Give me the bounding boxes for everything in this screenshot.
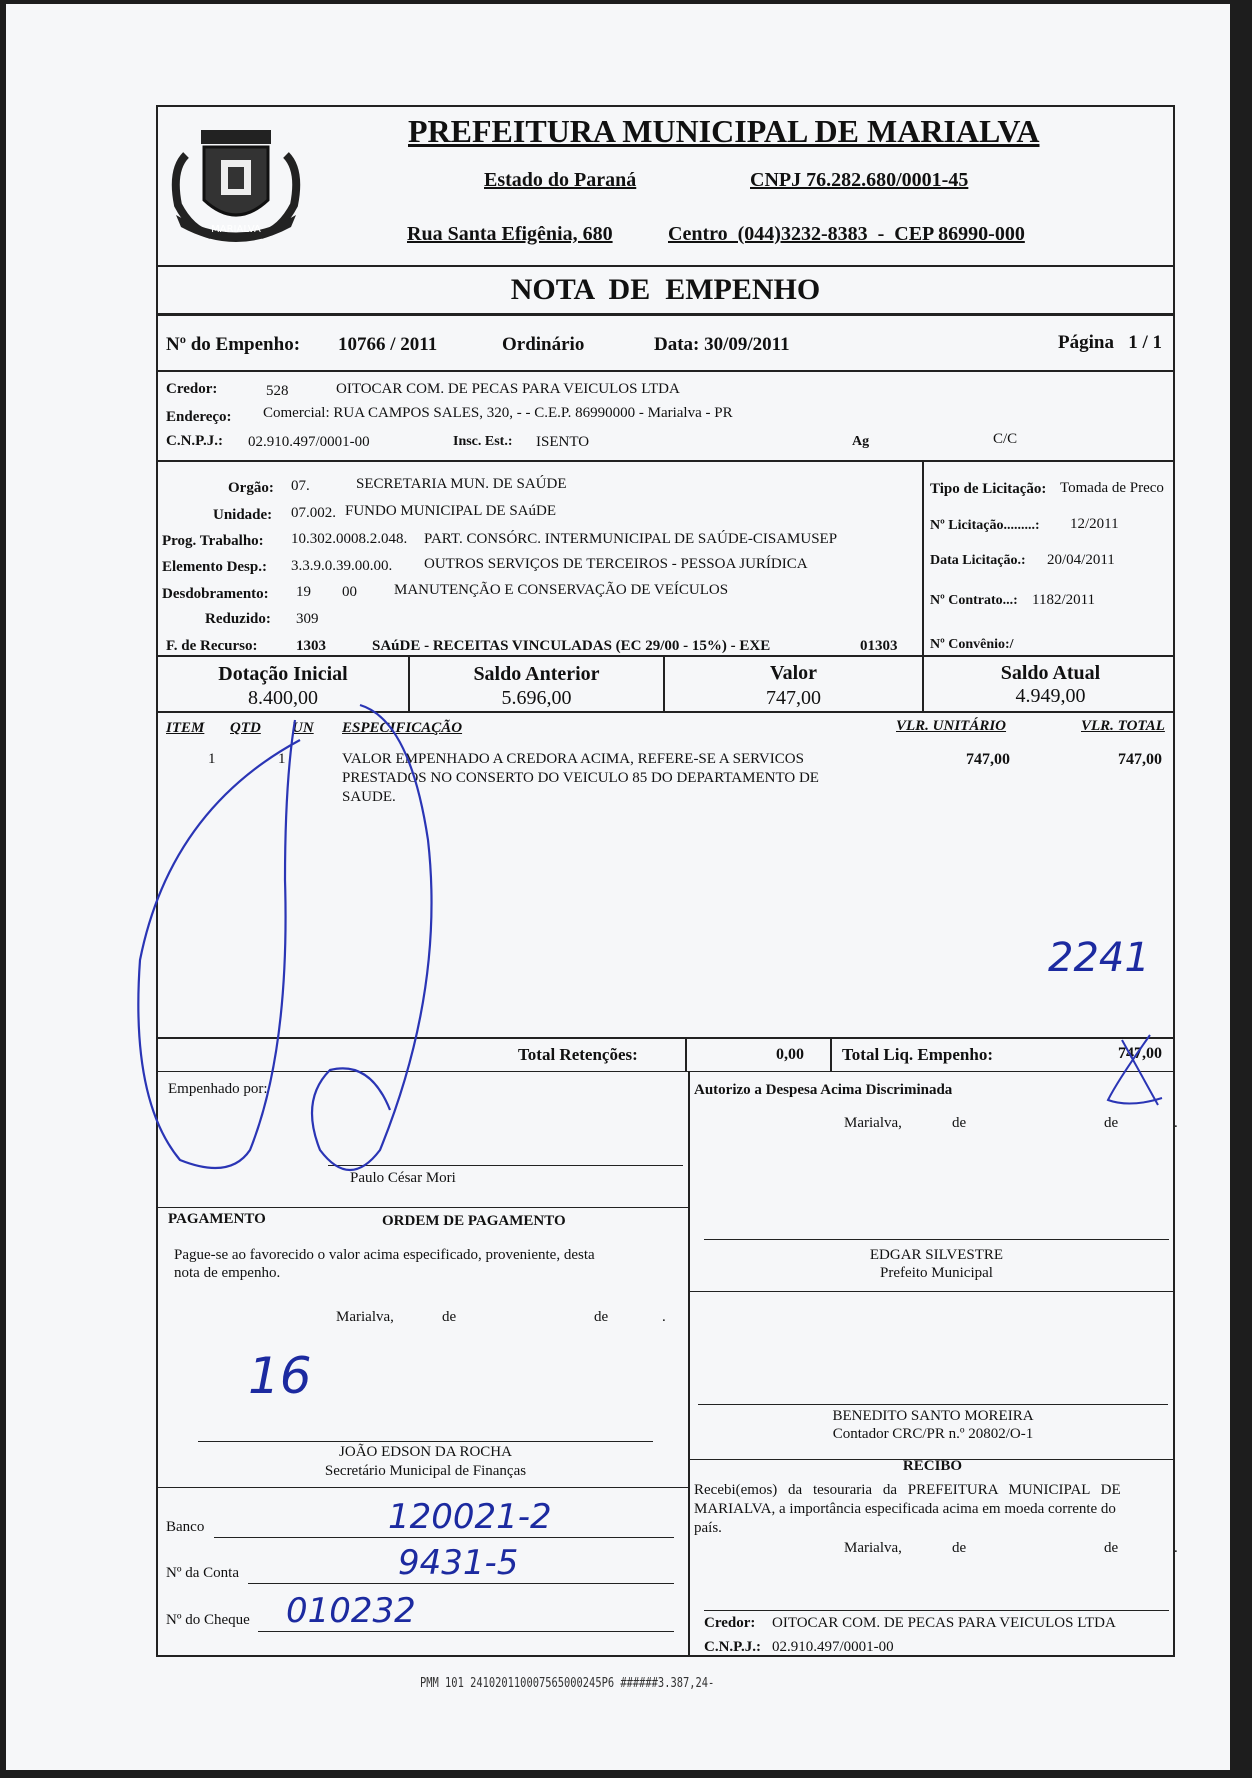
header-section bbox=[158, 107, 1173, 267]
autorizo-date-dot: . bbox=[1174, 1115, 1178, 1131]
grid-line bbox=[158, 1487, 688, 1488]
saldo-anterior-label: Saldo Anterior bbox=[473, 663, 600, 685]
saldos-section bbox=[158, 657, 1173, 713]
banco-label: Banco bbox=[166, 1519, 205, 1535]
dotacao-inicial-value: 8.400,00 bbox=[248, 687, 318, 709]
desd-code2: 00 bbox=[342, 584, 357, 600]
pagamento-date-de2: de bbox=[594, 1309, 609, 1325]
elem-code: 3.3.9.0.39.00.00. bbox=[291, 558, 393, 574]
unidade-code: 07.002. bbox=[291, 505, 336, 521]
fonte-num: 01303 bbox=[860, 638, 898, 654]
page-number: Página 1 / 1 bbox=[1058, 332, 1162, 353]
conta-label: Nº da Conta bbox=[166, 1565, 239, 1581]
item-number: 1 bbox=[208, 751, 216, 767]
secretario-signature-line bbox=[198, 1441, 653, 1442]
secretario-name: JOÃO EDSON DA ROCHA bbox=[339, 1444, 512, 1460]
totals-divider-1 bbox=[685, 1039, 687, 1071]
recibo-date-de1: de bbox=[952, 1540, 967, 1556]
recibo-text-line3: país. bbox=[694, 1520, 722, 1536]
item-desc-line1: VALOR EMPENHADO A CREDORA ACIMA, REFERE-SE A SERVICOS bbox=[342, 751, 804, 767]
pagamento-text-line1: Pague-se ao favorecido o valor acima especificado, proveniente, desta bbox=[174, 1247, 595, 1263]
recibo-date-city: Marialva, bbox=[844, 1540, 902, 1556]
state-name: Estado do Paraná bbox=[484, 169, 637, 191]
banco-line bbox=[214, 1537, 674, 1538]
recibo-text-line1: Recebi(emos) da tesouraria da PREFEITURA MUNICIPAL DE bbox=[694, 1482, 1121, 1498]
col-vlr-unitario-header: VLR. UNITÁRIO bbox=[896, 718, 1007, 734]
cheque-line bbox=[258, 1631, 674, 1632]
recibo-date-dot: . bbox=[1174, 1540, 1178, 1556]
saldo-atual-value: 4.949,00 bbox=[1015, 685, 1086, 707]
col-un-header: UN bbox=[292, 720, 314, 736]
contador-name: BENEDITO SANTO MOREIRA bbox=[832, 1408, 1034, 1424]
orgao-name: SECRETARIA MUN. DE SAÚDE bbox=[356, 476, 567, 492]
credor-address: Comercial: RUA CAMPOS SALES, 320, - - C.E.P. 86990000 - Marialva - PR bbox=[263, 405, 733, 421]
conta-corrente-label: C/C bbox=[993, 431, 1018, 447]
col-especificacao-header: ESPECIFICAÇÃO bbox=[342, 720, 463, 736]
fonte-code: 1303 bbox=[296, 638, 326, 654]
empenho-date: Data: 30/09/2011 bbox=[654, 334, 790, 355]
total-liquido-value: 747,00 bbox=[1118, 1045, 1162, 1062]
autorizo-label: Autorizo a Despesa Acima Discriminada bbox=[694, 1082, 953, 1098]
endereco-label: Endereço: bbox=[166, 409, 232, 425]
pagamento-date-de1: de bbox=[442, 1309, 457, 1325]
pagamento-label: PAGAMENTO bbox=[168, 1211, 266, 1227]
item-desc-line2: PRESTADOS NO CONSERTO DO VEICULO 85 DO DEPARTAMENTO DE bbox=[342, 770, 819, 786]
contador-signature-line bbox=[698, 1404, 1168, 1405]
items-section bbox=[158, 713, 1173, 1039]
credor-section bbox=[158, 372, 1173, 462]
conta-value: 9431-5 bbox=[398, 1543, 519, 1583]
reduzido-label: Reduzido: bbox=[205, 611, 271, 627]
total-retencoes-label: Total Retenções: bbox=[518, 1045, 638, 1064]
item-vlr-unitario: 747,00 bbox=[966, 751, 1010, 768]
svg-text:MARIALVA: MARIALVA bbox=[211, 224, 261, 235]
recibo-credor-name: OITOCAR COM. DE PECAS PARA VEICULOS LTDA bbox=[772, 1615, 1116, 1631]
agencia-label: Ag bbox=[852, 434, 870, 449]
totals-row bbox=[158, 1039, 1173, 1071]
saldo-anterior-value: 5.696,00 bbox=[501, 687, 572, 709]
prefeito-signature-line bbox=[704, 1239, 1169, 1240]
prog-name: PART. CONSÓRC. INTERMUNICIPAL DE SAÚDE-CISAMUSEP bbox=[424, 531, 838, 547]
credor-label: Credor: bbox=[166, 381, 218, 397]
empenho-num: 10766 / 2011 bbox=[338, 334, 438, 355]
grid-line bbox=[158, 1207, 688, 1208]
recibo-date-de2: de bbox=[1104, 1540, 1119, 1556]
recibo-credor-label: Credor: bbox=[704, 1615, 756, 1631]
dotacao-section bbox=[158, 462, 1173, 657]
pagamento-text-line2: nota de empenho. bbox=[174, 1265, 281, 1281]
col-vlr-total-header: VLR. TOTAL bbox=[1081, 718, 1165, 734]
recibo-text-line2: MARIALVA, a importância especificada acima em moeda corrente do bbox=[694, 1501, 1116, 1517]
orgao-code: 07. bbox=[291, 478, 310, 494]
cheque-value: 010232 bbox=[286, 1591, 416, 1631]
empenhado-por-label: Empenhado por: bbox=[168, 1081, 268, 1097]
autorizo-date-city: Marialva, bbox=[844, 1115, 902, 1131]
prog-label: Prog. Trabalho: bbox=[162, 533, 264, 549]
num-licitacao-value: 12/2011 bbox=[1070, 516, 1119, 532]
footer-code: PMM 101 241020110007565000245P6 ######3.387,24- bbox=[420, 1676, 715, 1691]
pagamento-date-dot: . bbox=[662, 1309, 666, 1325]
title-section bbox=[158, 267, 1173, 316]
data-licitacao-label: Data Licitação.: bbox=[930, 553, 1026, 568]
total-retencoes-value: 0,00 bbox=[776, 1046, 804, 1063]
org-name: PREFEITURA MUNICIPAL DE MARIALVA bbox=[408, 113, 1040, 149]
handwritten-note: 2241 bbox=[1048, 935, 1150, 981]
col-item-header: ITEM bbox=[166, 720, 205, 736]
org-cnpj: CNPJ 76.282.680/0001-45 bbox=[750, 169, 969, 191]
dotacao-divider bbox=[922, 462, 924, 657]
credor-cnpj: 02.910.497/0001-00 bbox=[248, 434, 370, 450]
org-address: Rua Santa Efigênia, 680 bbox=[407, 223, 613, 245]
grid-line bbox=[158, 1071, 1175, 1072]
empenho-type: Ordinário bbox=[502, 334, 585, 355]
empenhado-signature-line bbox=[328, 1165, 683, 1166]
tipo-licitacao-value: Tomada de Preco bbox=[1060, 480, 1164, 496]
cheque-label: Nº do Cheque bbox=[166, 1612, 250, 1628]
fonte-name: SAúDE - RECEITAS VINCULADAS (EC 29/00 - 15%) - EXE bbox=[372, 638, 771, 654]
contrato-value: 1182/2011 bbox=[1032, 592, 1096, 608]
credor-name: OITOCAR COM. DE PECAS PARA VEICULOS LTDA bbox=[336, 381, 680, 397]
convenio-label: Nº Convênio:/ bbox=[930, 637, 1014, 652]
autorizo-date-de2: de bbox=[1104, 1115, 1119, 1131]
recibo-signature-line bbox=[704, 1610, 1169, 1611]
secretario-rubrica: 16 bbox=[248, 1347, 312, 1405]
nota-empenho-form bbox=[156, 105, 1178, 1657]
orgao-label: Orgão: bbox=[228, 480, 274, 496]
lower-center-divider bbox=[688, 1071, 690, 1657]
desd-label: Desdobramento: bbox=[162, 586, 269, 602]
saldo-atual-label: Saldo Atual bbox=[1000, 662, 1101, 684]
credor-code: 528 bbox=[266, 383, 289, 399]
desd-name: MANUTENÇÃO E CONSERVAÇÃO DE VEÍCULOS bbox=[394, 582, 729, 598]
desd-code1: 19 bbox=[296, 584, 311, 600]
prefeito-name: EDGAR SILVESTRE bbox=[869, 1247, 1004, 1263]
valor-label: Valor bbox=[769, 662, 818, 684]
banco-value: 120021-2 bbox=[388, 1497, 552, 1537]
contrato-label: Nº Contrato...: bbox=[930, 593, 1018, 608]
ordem-pagamento-title: ORDEM DE PAGAMENTO bbox=[382, 1213, 566, 1229]
grid-line bbox=[688, 1291, 1175, 1292]
reduzido-value: 309 bbox=[296, 611, 319, 627]
elem-name: OUTROS SERVIÇOS DE TERCEIROS - PESSOA JURÍDICA bbox=[424, 556, 808, 572]
recibo-cnpj-label: C.N.P.J.: bbox=[704, 1639, 761, 1655]
item-desc-line3: SAUDE. bbox=[342, 789, 396, 805]
dotacao-inicial-label: Dotação Inicial bbox=[218, 663, 348, 685]
tipo-licitacao-label: Tipo de Licitação: bbox=[930, 481, 1047, 497]
doc-title: NOTA DE EMPENHO bbox=[510, 273, 821, 306]
elem-label: Elemento Desp.: bbox=[162, 559, 267, 575]
data-licitacao-value: 20/04/2011 bbox=[1047, 552, 1115, 568]
col-qtd-header: QTD bbox=[230, 720, 261, 736]
fonte-label: F. de Recurso: bbox=[166, 638, 258, 654]
unidade-name: FUNDO MUNICIPAL DE SAúDE bbox=[345, 503, 556, 519]
org-contact: Centro (044)3232-8383 - CEP 86990-000 bbox=[668, 223, 1025, 245]
num-licitacao-label: Nº Licitação.........: bbox=[930, 518, 1040, 533]
pagamento-date-city: Marialva, bbox=[336, 1309, 394, 1325]
recibo-cnpj-value: 02.910.497/0001-00 bbox=[772, 1639, 894, 1655]
credor-insc: ISENTO bbox=[536, 434, 590, 450]
empenhado-name: Paulo César Mori bbox=[350, 1170, 456, 1186]
prog-code: 10.302.0008.2.048. bbox=[291, 531, 408, 547]
municipal-crest-icon bbox=[166, 115, 306, 245]
item-vlr-total: 747,00 bbox=[1118, 751, 1162, 768]
empenho-num-label: Nº do Empenho: bbox=[166, 334, 301, 355]
total-liquido-label: Total Liq. Empenho: bbox=[842, 1045, 993, 1064]
recibo-title: RECIBO bbox=[902, 1458, 963, 1474]
empenho-info bbox=[158, 316, 1173, 372]
conta-line bbox=[248, 1583, 674, 1584]
item-qtd: 1 bbox=[278, 751, 286, 767]
totals-divider-2 bbox=[830, 1039, 832, 1071]
valor-value: 747,00 bbox=[766, 687, 821, 709]
contador-role: Contador CRC/PR n.º 20802/O-1 bbox=[832, 1426, 1034, 1442]
insc-label: Insc. Est.: bbox=[453, 434, 513, 449]
unidade-label: Unidade: bbox=[213, 507, 273, 523]
cnpj-label: C.N.P.J.: bbox=[166, 433, 223, 449]
autorizo-date-de1: de bbox=[952, 1115, 967, 1131]
prefeito-role: Prefeito Municipal bbox=[880, 1265, 993, 1281]
secretario-role: Secretário Municipal de Finanças bbox=[324, 1463, 527, 1479]
